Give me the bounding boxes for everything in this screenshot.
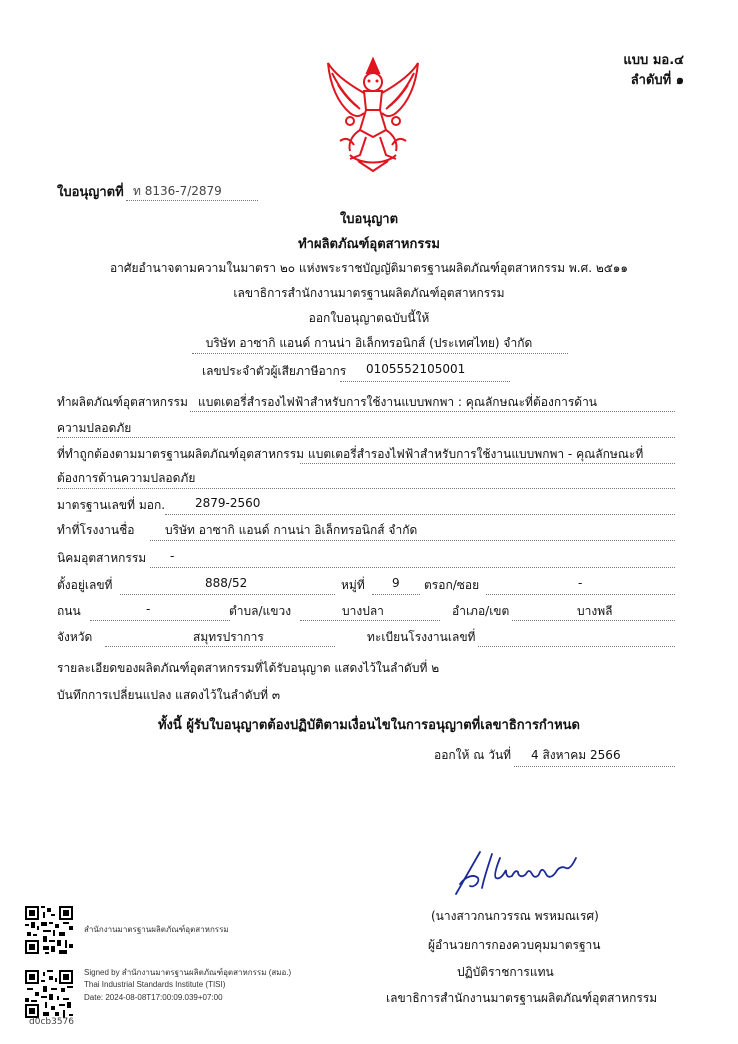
divider [126,200,258,201]
product-name-cont: ความปลอดภัย [57,421,132,435]
tax-id-value: 0105552105001 [366,362,466,376]
divider [486,594,675,595]
signed-by-en: Thai Industrial Standards Institute (TISI) [84,980,226,989]
subdistrict-value: บางปลา [342,604,384,618]
road-label: ถนน [57,604,81,618]
document-subtitle: ทำผลิตภัณฑ์อุตสาหกรรม [298,237,440,252]
product-label: ทำผลิตภัณฑ์อุตสาหกรรม [57,395,188,409]
province-value: สมุทรปราการ [193,630,264,644]
divider [150,567,675,568]
signatory-office: เลขาธิการสำนักงานมาตรฐานผลิตภัณฑ์อุตสาหกรรม [386,991,658,1005]
province-label: จังหวัด [57,630,93,644]
address-value: 888/52 [205,576,248,590]
signatory-acting: ปฏิบัติราชการแทน [457,965,554,979]
details-note: รายละเอียดของผลิตภัณฑ์อุตสาหกรรมที่ได้รับอนุญาต แสดงไว้ในลำดับที่ ๒ [57,661,440,675]
order-number: ลำดับที่ ๑ [630,73,684,88]
district-label: อำเภอ/เขต [452,604,510,618]
condition-note: ทั้งนี้ ผู้รับใบอนุญาตต้องปฏิบัติตามเงื่อนไขในการอนุญาตที่เลขาธิการกำหนด [157,718,580,733]
product-name: แบตเตอรี่สำรองไฟฟ้าสำหรับการใช้งานแบบพกพา : คุณลักษณะที่ต้องการด้าน [198,395,598,409]
signed-by: Signed by สำนักงานมาตรฐานผลิตภัณฑ์อุตสาหกรรม (สมอ.) [84,968,292,977]
subdistrict-label: ตำบล/แขวง [229,604,292,618]
document-title: ใบอนุญาต [339,212,399,227]
divider [300,620,440,621]
divider [372,594,420,595]
divider [192,353,568,354]
divider [300,463,675,464]
signature-image [452,848,582,898]
divider [105,646,335,647]
address-label: ตั้งอยู่เลขที่ [57,578,113,592]
changes-note: บันทึกการเปลี่ยนแปลง แสดงไว้ในลำดับที่ ๓ [57,688,281,702]
signatory-position: ผู้อำนวยการกองควบคุมมาตรฐาน [428,938,601,952]
authority-text: อาศัยอำนาจตามความในมาตรา ๒๐ แห่งพระราชบัญญัติมาตรฐานผลิตภัณฑ์อุตสาหกรรม พ.ศ. ๒๕๑๑ [109,261,629,275]
divider [90,620,230,621]
divider [478,646,675,647]
divider [340,381,510,382]
standard-label: ที่ทำถูกต้องตามมาตรฐานผลิตภัณฑ์อุตสาหกรรม [57,447,305,461]
factory-reg-label: ทะเบียนโรงงานเลขที่ [367,630,476,644]
estate-label: นิคมอุตสาหกรรม [57,551,147,565]
divider [150,540,675,541]
divider [512,620,675,621]
licensee-company: บริษัท อาซากิ แอนด์ กานน่า อิเล็กทรอนิกส์ (ประเทศไทย) จำกัด [205,336,533,350]
factory-name-label: ทำที่โรงงานชื่อ [57,523,135,537]
tax-id-label: เลขประจำตัวผู้เสียภาษีอากร [202,364,347,378]
divider [514,766,675,767]
estate-value: - [170,549,175,563]
qr-code-icon[interactable] [25,906,73,954]
standard-number-value: 2879-2560 [195,496,261,510]
footer-org: สำนักงานมาตรฐานผลิตภัณฑ์อุตสาหกรรม [84,925,229,934]
standard-number-label: มาตรฐานเลขที่ มอก. [57,498,166,512]
moo-label: หมู่ที่ [341,578,365,592]
divider [57,488,675,489]
district-value: บางพลี [577,604,613,618]
signature-qr-code-icon[interactable] [25,970,73,1018]
divider [165,514,675,515]
standard-name: แบตเตอรี่สำรองไฟฟ้าสำหรับการใช้งานแบบพกพา - คุณลักษณะที่ [308,447,644,461]
issue-statement: ออกใบอนุญาตฉบับนี้ให้ [308,311,430,325]
issue-date-value: 4 สิงหาคม 2566 [531,748,621,762]
factory-name-value: บริษัท อาซากิ แอนด์ กานน่า อิเล็กทรอนิกส์ จำกัด [165,523,418,537]
moo-value: 9 [392,576,400,590]
divider [57,437,675,438]
form-number: แบบ มอ.๔ [623,53,684,68]
soi-label: ตรอก/ซอย [424,578,480,592]
document-code: d0cb3576 [29,1017,75,1027]
standard-name-cont: ต้องการด้านความปลอดภัย [57,471,196,485]
divider [120,594,335,595]
license-number-value: ท 8136-7/2879 [133,184,222,198]
signed-date: Date: 2024-08-08T17:00:09.039+07:00 [84,993,223,1002]
road-value: - [146,602,151,616]
license-number-label: ใบอนุญาตที่ [57,185,124,200]
signatory-name: (นางสาวกนกวรรณ พรหมณเรศ) [431,909,599,923]
issue-date-label: ออกให้ ณ วันที่ [434,748,512,762]
divider [190,411,675,412]
soi-value: - [578,576,583,590]
garuda-emblem-icon [320,55,426,175]
issuer-title: เลขาธิการสำนักงานมาตรฐานผลิตภัณฑ์อุตสาหกรรม [233,286,505,300]
